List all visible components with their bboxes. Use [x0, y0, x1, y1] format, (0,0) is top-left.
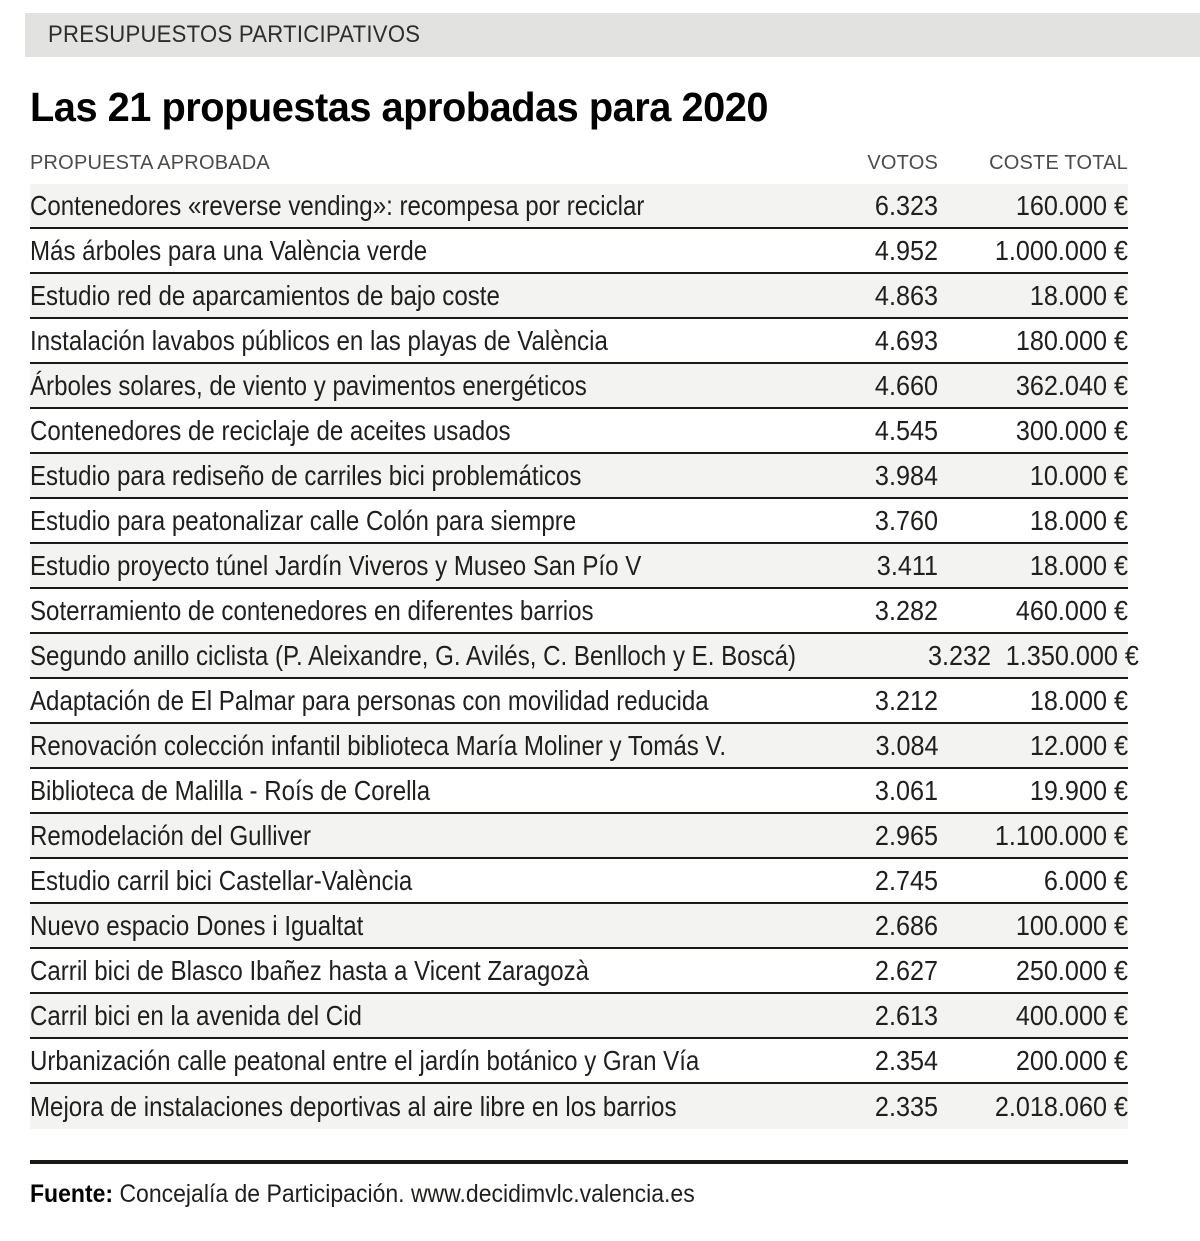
footer-rule: [30, 1160, 1128, 1164]
cell-propuesta: Biblioteca de Malilla - Roís de Corella: [30, 774, 431, 806]
cell-votos: 3.282: [874, 594, 938, 626]
table-row: [30, 814, 1128, 859]
cell-coste: 1.100.000 €: [994, 819, 1128, 851]
cell-votos: 2.335: [874, 1090, 938, 1122]
cell-propuesta: Adaptación de El Palmar para personas con movilidad reducida: [30, 684, 709, 716]
cell-propuesta: Árboles solares, de viento y pavimentos energéticos: [30, 369, 587, 401]
cell-coste: 18.000 €: [1029, 684, 1128, 716]
cell-coste: 100.000 €: [1015, 909, 1128, 941]
table-row: [30, 589, 1128, 634]
table-row: [30, 634, 1139, 679]
cell-propuesta: Remodelación del Gulliver: [30, 819, 312, 851]
source-text: Concejalía de Participación. www.decidimvlc.valencia.es: [113, 1180, 695, 1208]
cell-propuesta: Urbanización calle peatonal entre el jardín botánico y Gran Vía: [30, 1044, 700, 1076]
cell-votos: 4.952: [874, 234, 938, 266]
cell-coste: 180.000 €: [1015, 324, 1128, 356]
cell-propuesta: Nuevo espacio Dones i Igualtat: [30, 909, 364, 941]
table-row: [30, 994, 1128, 1039]
cell-coste: 250.000 €: [1015, 954, 1128, 986]
cell-coste: 300.000 €: [1015, 414, 1128, 446]
table-header-row: [30, 149, 1128, 175]
cell-votos: 2.613: [874, 999, 938, 1031]
cell-coste: 12.000 €: [1029, 729, 1128, 761]
table-row: [30, 274, 1128, 319]
cell-coste: 400.000 €: [1015, 999, 1128, 1031]
cell-votos: 2.627: [874, 954, 938, 986]
table-row: [30, 679, 1128, 724]
cell-coste: 1.000.000 €: [994, 234, 1128, 266]
cell-propuesta: Estudio carril bici Castellar-València: [30, 864, 413, 896]
table-row: [30, 454, 1128, 499]
cell-coste: 362.040 €: [1015, 369, 1128, 401]
table-row: [30, 724, 1128, 769]
section-kicker-label: PRESUPUESTOS PARTICIPATIVOS: [48, 21, 421, 48]
table-row: [30, 319, 1128, 364]
page-title: Las 21 propuestas aprobadas para 2020: [30, 84, 769, 130]
cell-votos: 2.965: [874, 819, 938, 851]
cell-coste: 460.000 €: [1015, 594, 1128, 626]
cell-votos: 2.354: [874, 1044, 938, 1076]
cell-votos: 4.693: [874, 324, 938, 356]
column-header-coste: COSTE TOTAL: [989, 152, 1128, 174]
cell-propuesta: Soterramiento de contenedores en diferentes barrios: [30, 594, 594, 626]
cell-votos: 3.984: [874, 459, 938, 491]
cell-coste: 160.000 €: [1015, 189, 1128, 221]
source-line: [30, 1180, 1106, 1209]
cell-coste: 18.000 €: [1029, 279, 1128, 311]
table-row: [30, 1084, 1128, 1129]
column-header-votos: VOTOS: [867, 152, 938, 174]
cell-propuesta: Mejora de instalaciones deportivas al aire libre en los barrios: [30, 1090, 677, 1122]
cell-propuesta: Estudio para peatonalizar calle Colón para siempre: [30, 504, 577, 536]
source-label: Fuente:: [30, 1180, 114, 1208]
cell-propuesta: Segundo anillo ciclista (P. Aleixandre, G. Avilés, C. Benlloch y E. Boscá): [30, 639, 797, 671]
cell-votos: 3.760: [874, 504, 938, 536]
table-row: [30, 364, 1128, 409]
cell-propuesta: Contenedores «reverse vending»: recompesa por reciclar: [30, 189, 645, 221]
cell-propuesta: Contenedores de reciclaje de aceites usados: [30, 414, 511, 446]
cell-votos: 3.084: [875, 729, 939, 761]
infographic-page: [0, 13, 1200, 1241]
cell-votos: 4.545: [874, 414, 938, 446]
table-row: [30, 769, 1128, 814]
cell-propuesta: Estudio proyecto túnel Jardín Viveros y Museo San Pío V: [30, 549, 642, 581]
cell-votos: 3.232: [927, 639, 991, 671]
cell-propuesta: Carril bici de Blasco Ibañez hasta a Vicent Zaragozà: [30, 954, 590, 986]
cell-votos: 2.745: [874, 864, 938, 896]
cell-votos: 2.686: [874, 909, 938, 941]
cell-coste: 18.000 €: [1029, 504, 1128, 536]
cell-votos: 6.323: [874, 189, 938, 221]
cell-coste: 200.000 €: [1015, 1044, 1128, 1076]
table-row: [30, 859, 1128, 904]
cell-coste: 10.000 €: [1029, 459, 1128, 491]
cell-propuesta: Más árboles para una València verde: [30, 234, 428, 266]
table-row: [30, 904, 1128, 949]
cell-coste: 1.350.000 €: [1005, 639, 1139, 671]
cell-coste: 18.000 €: [1029, 549, 1128, 581]
cell-propuesta: Renovación colección infantil biblioteca María Moliner y Tomás V.: [30, 729, 727, 761]
cell-propuesta: Carril bici en la avenida del Cid: [30, 999, 362, 1031]
cell-coste: 6.000 €: [1043, 864, 1128, 896]
cell-coste: 2.018.060 €: [994, 1090, 1128, 1122]
table-row: [30, 184, 1128, 229]
cell-propuesta: Estudio para rediseño de carriles bici problemáticos: [30, 459, 582, 491]
table-row: [30, 409, 1128, 454]
table-row: [30, 229, 1128, 274]
cell-votos: 3.212: [874, 684, 938, 716]
table-row: [30, 544, 1128, 589]
table-row: [30, 949, 1128, 994]
cell-votos: 3.061: [874, 774, 938, 806]
table-row: [30, 499, 1128, 544]
cell-propuesta: Estudio red de aparcamientos de bajo coste: [30, 279, 500, 311]
cell-votos: 3.411: [876, 549, 938, 581]
table-row: [30, 1039, 1128, 1084]
cell-votos: 4.863: [874, 279, 938, 311]
table-body: [30, 184, 1139, 1129]
cell-coste: 19.900 €: [1029, 774, 1128, 806]
column-header-propuesta: PROPUESTA APROBADA: [30, 152, 270, 174]
cell-votos: 4.660: [874, 369, 938, 401]
cell-propuesta: Instalación lavabos públicos en las playas de València: [30, 324, 608, 356]
section-kicker-band: [25, 13, 1200, 57]
proposals-table: [30, 149, 1139, 1129]
